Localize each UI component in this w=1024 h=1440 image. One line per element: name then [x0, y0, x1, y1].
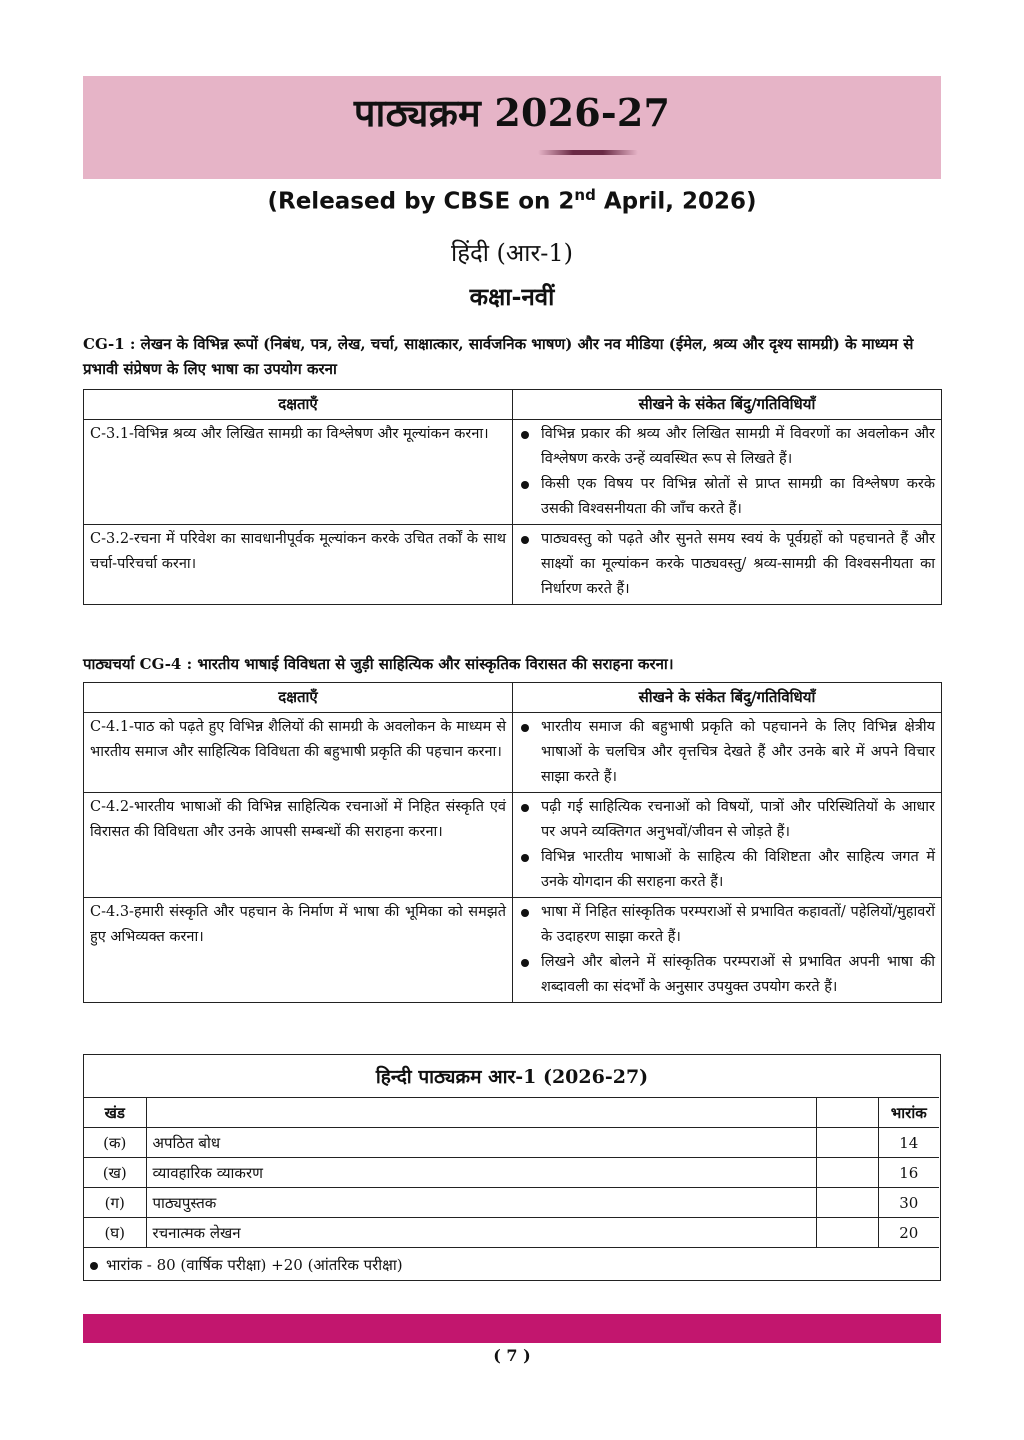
- learning-point: भारतीय समाज की बहुभाषी प्रकृति को पहचानने के लिए विभिन्न क्षेत्रीय भाषाओं के चलचित्र और वृत्तचित्र देखते हैं और उनके बारे में अपने विचार साझा करते हैं।: [519, 715, 935, 790]
- table-row: [84, 420, 942, 525]
- section-cell: रचनात्मक लेखन: [146, 1218, 816, 1248]
- learning-points-cell: [513, 793, 942, 898]
- column-header-section: [146, 1098, 816, 1128]
- release-note-superscript: nd: [574, 186, 596, 204]
- competency-cell: C-3.2-रचना में परिवेश का सावधानीपूर्वक मूल्यांकन करके उचित तर्कों के साथ चर्चा-परिचर्चा करना।: [84, 525, 513, 605]
- class-title: कक्षा-नवीं: [469, 282, 555, 311]
- page-title: पाठ्यक्रम 2026-27: [353, 90, 671, 135]
- column-header-competencies: दक्षताएँ: [84, 390, 513, 420]
- learning-points-cell: [513, 713, 942, 793]
- marks-cell: 14: [878, 1128, 939, 1158]
- release-note: [0, 186, 1024, 215]
- marks-cell: 16: [878, 1158, 939, 1188]
- section-cell: पाठ्यपुस्तक: [146, 1188, 816, 1218]
- blank-cell: [816, 1188, 878, 1218]
- marks-row: [84, 1218, 939, 1248]
- table-row: [84, 793, 942, 898]
- column-header-learning-points: सीखने के संकेत बिंदु/गतिविधियाँ: [513, 683, 942, 713]
- marks-row: [84, 1158, 939, 1188]
- learning-points-cell: [513, 525, 942, 605]
- cg1-table: [83, 389, 942, 605]
- marks-distribution-box: [83, 1054, 941, 1281]
- learning-point: लिखने और बोलने में सांस्कृतिक परम्पराओं से प्रभावित अपनी भाषा की शब्दावली का संदर्भों के अनुसार उपयुक्त उपयोग करते हैं।: [519, 950, 935, 1000]
- section-cell: अपठित बोध: [146, 1128, 816, 1158]
- competency-cell: C-4.2-भारतीय भाषाओं की विभिन्न साहित्यिक रचनाओं में निहित संस्कृति एवं विरासत की विविधता और उनके आपसी सम्बन्धों की सराहना करना।: [84, 793, 513, 898]
- cg1-heading: CG-1 : लेखन के विभिन्न रूपों (निबंध, पत्र, लेख, चर्चा, साक्षात्कार, सार्वजनिक भाषण) और नव मीडिया (ईमेल, श्रव्य और दृश्य सामग्री) के माध्यम से प्रभावी संप्रेषण के लिए भाषा का उपयोग करना: [83, 335, 914, 378]
- learning-points-cell: [513, 420, 942, 525]
- learning-point: विभिन्न प्रकार की श्रव्य और लिखित सामग्री में विवरणों का अवलोकन और विश्लेषण करके उन्हें व्यवस्थित रूप से लिखते हैं।: [519, 422, 935, 472]
- column-header-khand: खंड: [84, 1098, 146, 1128]
- learning-point: पढ़ी गई साहित्यिक रचनाओं को विषयों, पात्रों और परिस्थितियों के आधार पर अपने व्यक्तिगत अनुभवों/जीवन से जोड़ते हैं।: [519, 795, 935, 845]
- subject-title: हिंदी (आर-1): [451, 239, 573, 267]
- release-note-date: April, 2026): [595, 188, 757, 215]
- column-header-competencies: दक्षताएँ: [84, 683, 513, 713]
- blank-cell: [816, 1218, 878, 1248]
- release-note-text: (Released by CBSE on 2: [267, 188, 575, 215]
- marks-row: [84, 1128, 939, 1158]
- table-row: [84, 713, 942, 793]
- learning-point: विभिन्न भारतीय भाषाओं के साहित्य की विशिष्टता और साहित्य जगत में उनके योगदान की सराहना करते हैं।: [519, 845, 935, 895]
- cg4-heading: पाठ्यचर्या CG-4 : भारतीय भाषाई विविधता से जुड़ी साहित्यिक और सांस्कृतिक विरासत की सराहना करना।: [83, 655, 674, 673]
- column-header-blank: [816, 1098, 878, 1128]
- marks-row: [84, 1188, 939, 1218]
- competency-cell: C-3.1-विभिन्न श्रव्य और लिखित सामग्री का विश्लेषण और मूल्यांकन करना।: [84, 420, 513, 525]
- khand-cell: (घ): [84, 1218, 146, 1248]
- khand-cell: (ख): [84, 1158, 146, 1188]
- column-header-learning-points: सीखने के संकेत बिंदु/गतिविधियाँ: [513, 390, 942, 420]
- marks-note-text: भारांक - 80 (वार्षिक परीक्षा) +20 (आंतरिक परीक्षा): [106, 1256, 403, 1274]
- blank-cell: [816, 1128, 878, 1158]
- page-number: ( 7 ): [493, 1346, 531, 1365]
- learning-point: पाठ्यवस्तु को पढ़ते और सुनते समय स्वयं के पूर्वग्रहों को पहचानते हैं और साक्ष्यों का मूल्यांकन करके पाठ्यवस्तु/ श्रव्य-सामग्री की विश्वसनीयता का निर्धारण करते हैं।: [519, 527, 935, 602]
- marks-header-row: [84, 1098, 939, 1128]
- section-cell: व्यावहारिक व्याकरण: [146, 1158, 816, 1188]
- learning-points-cell: [513, 898, 942, 1003]
- cg4-table: [83, 682, 942, 1003]
- footer-bar: [83, 1314, 941, 1343]
- marks-table-title: हिन्दी पाठ्यक्रम आर-1 (2026-27): [375, 1066, 649, 1088]
- marks-note: [90, 1255, 403, 1275]
- khand-cell: (क): [84, 1128, 146, 1158]
- marks-cell: 20: [878, 1218, 939, 1248]
- title-underline: [538, 150, 638, 155]
- marks-cell: 30: [878, 1188, 939, 1218]
- bullet-icon: [90, 1262, 98, 1270]
- table-header-row: [84, 390, 942, 420]
- marks-table: [84, 1097, 939, 1248]
- table-header-row: [84, 683, 942, 713]
- table-row: [84, 525, 942, 605]
- khand-cell: (ग): [84, 1188, 146, 1218]
- table-row: [84, 898, 942, 1003]
- column-header-marks: भारांक: [878, 1098, 939, 1128]
- blank-cell: [816, 1158, 878, 1188]
- competency-cell: C-4.1-पाठ को पढ़ते हुए विभिन्न शैलियों की सामग्री के अवलोकन के माध्यम से भारतीय समाज और साहित्यिक विविधता की बहुभाषी प्रकृति की पहचान करना।: [84, 713, 513, 793]
- learning-point: भाषा में निहित सांस्कृतिक परम्पराओं से प्रभावित कहावतों/ पहेलियों/मुहावरों के उदाहरण साझा करते हैं।: [519, 900, 935, 950]
- title-banner: [83, 76, 941, 179]
- learning-point: किसी एक विषय पर विभिन्न स्रोतों से प्राप्त सामग्री का विश्लेषण करके उसकी विश्वसनीयता की जाँच करते हैं।: [519, 472, 935, 522]
- competency-cell: C-4.3-हमारी संस्कृति और पहचान के निर्माण में भाषा की भूमिका को समझते हुए अभिव्यक्त करना।: [84, 898, 513, 1003]
